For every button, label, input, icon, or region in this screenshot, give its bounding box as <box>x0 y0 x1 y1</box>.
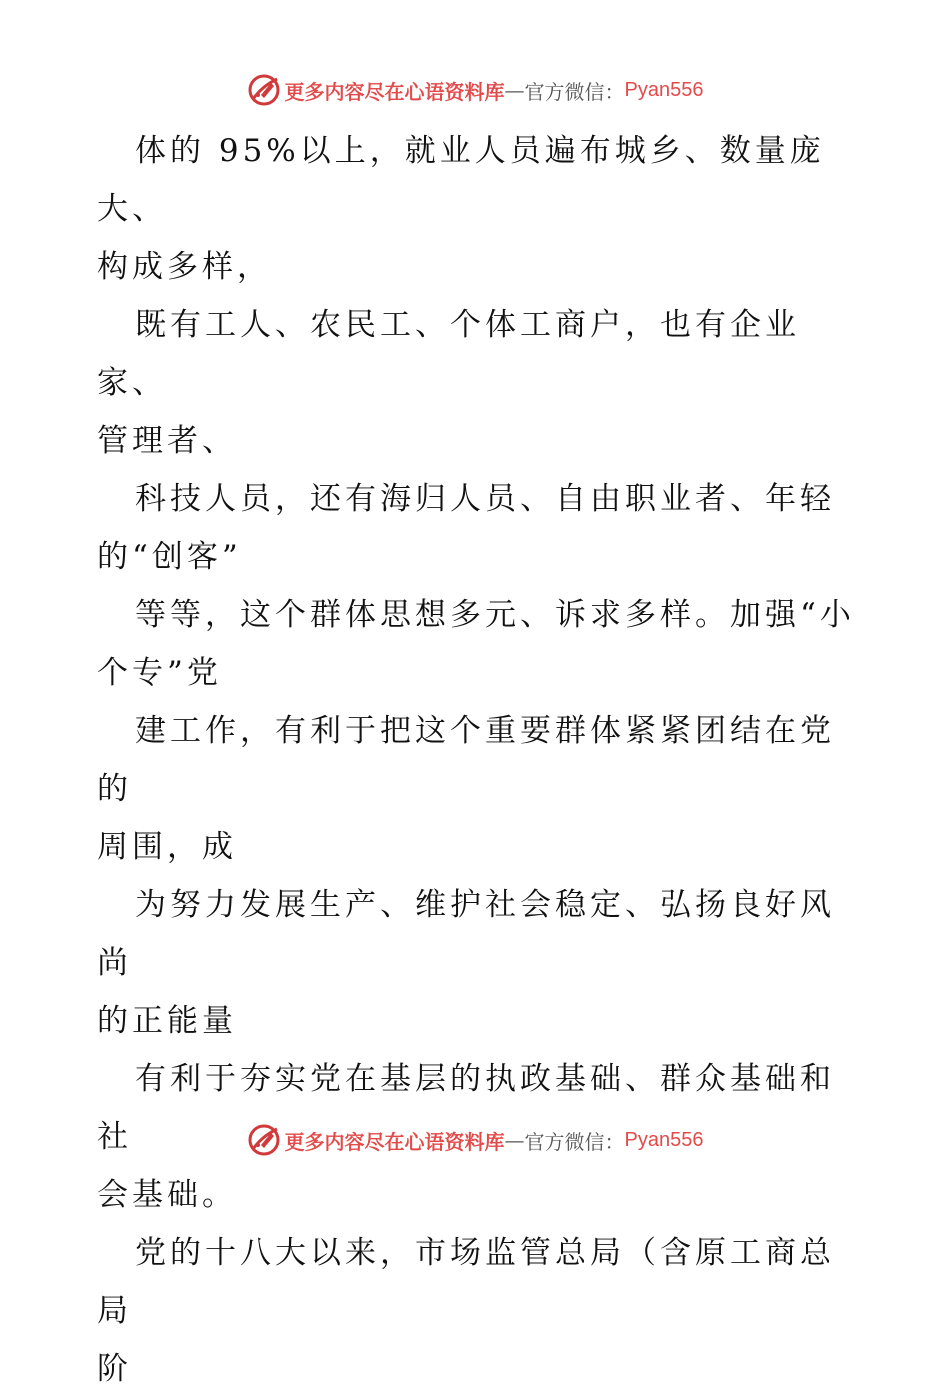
banner-title: 更多内容尽在心语资料库 <box>284 79 505 104</box>
text-line: 有利于夯实党在基层的执政基础、群众基础和社 <box>97 1061 835 1155</box>
text-line: 管理者、 <box>97 423 237 459</box>
text-line: 会基础。 <box>97 1177 237 1213</box>
document-body <box>97 122 857 1398</box>
text-line: 个专”党 <box>97 655 222 691</box>
text-line: 为努力发展生产、维护社会稳定、弘扬良好风尚 <box>97 887 835 981</box>
banner-subtitle: 官方微信： <box>524 79 625 104</box>
banner-separator: — <box>504 1128 525 1152</box>
paragraph-8 <box>97 1224 857 1398</box>
text-line: 阶 <box>97 1351 132 1387</box>
banner-subtitle: 官方微信： <box>524 1129 625 1154</box>
text-line: 等等，这个群体思想多元、诉求多样。加强“小 <box>135 597 855 633</box>
text-line: 体的 95%以上，就业人员遍布城乡、数量庞大、 <box>97 133 825 227</box>
banner-wechat-id: Pyan556 <box>624 1128 704 1151</box>
paragraph-1 <box>97 122 857 296</box>
text-line: 的“创客” <box>97 539 242 575</box>
footer-banner <box>0 1120 950 1160</box>
banner-wechat-id: Pyan556 <box>624 78 704 101</box>
text-line: 周围，成 <box>97 829 237 865</box>
logo-icon <box>247 73 281 107</box>
text-line: 构成多样， <box>97 249 272 285</box>
header-banner <box>0 70 950 110</box>
text-line: 既有工人、农民工、个体工商户，也有企业家、 <box>97 307 800 401</box>
paragraph-2 <box>97 296 857 470</box>
banner-title: 更多内容尽在心语资料库 <box>284 1129 505 1154</box>
banner-separator: — <box>504 78 525 102</box>
paragraph-4 <box>97 586 857 702</box>
text-line: 建工作，有利于把这个重要群体紧紧团结在党的 <box>97 713 835 807</box>
paragraph-6 <box>97 876 857 1050</box>
text-line: 党的十八大以来，市场监管总局（含原工商总局 <box>97 1235 835 1329</box>
text-line: 科技人员，还有海归人员、自由职业者、年轻 <box>135 481 835 517</box>
paragraph-5 <box>97 702 857 876</box>
paragraph-3 <box>97 470 857 586</box>
logo-icon <box>247 1123 281 1157</box>
text-line: 的正能量 <box>97 1003 237 1039</box>
